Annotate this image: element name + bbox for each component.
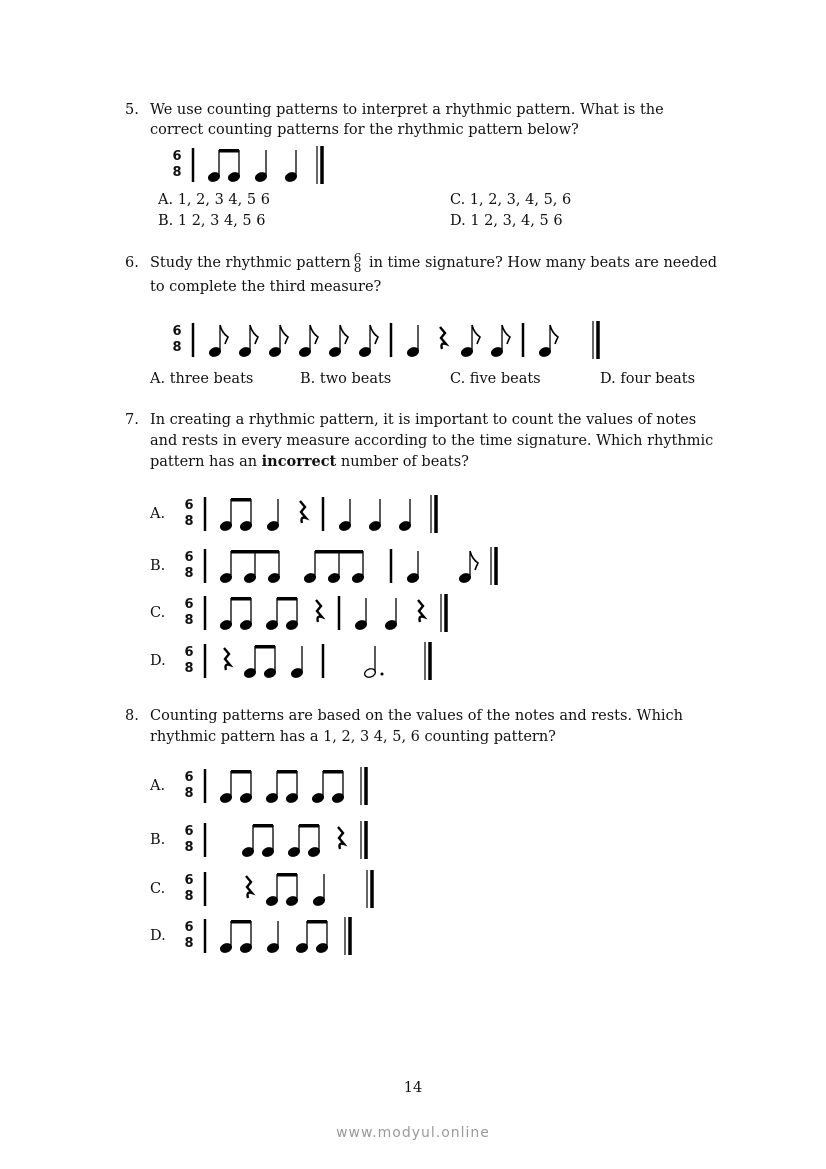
quarter-note-icon xyxy=(404,319,428,361)
quarter-note-icon xyxy=(264,915,288,957)
final-double-barline xyxy=(436,592,454,634)
final-double-barline xyxy=(420,640,438,682)
quarter-note-icon xyxy=(252,144,276,186)
time-signature xyxy=(170,324,184,356)
eighth-note-icon xyxy=(206,319,230,361)
time-signature xyxy=(182,597,196,629)
time-signature xyxy=(182,873,196,905)
beamed-eighth-pair-icon xyxy=(218,493,258,535)
time-signature-bottom: 8 xyxy=(184,889,194,904)
spacer xyxy=(340,868,356,910)
question-7-text-line2: and rests in every measure according to the time signature. Which rhythmic xyxy=(150,433,714,449)
q7-choice-d[interactable] xyxy=(150,639,444,683)
choice-label: D. xyxy=(150,653,166,669)
question-7-number: 7. xyxy=(125,412,139,428)
time-signature-bottom: 8 xyxy=(184,936,194,951)
question-8-number: 8. xyxy=(125,708,139,724)
question-6-text-line2: to complete the third measure? xyxy=(150,279,382,295)
q6-option-a[interactable]: A. three beats xyxy=(150,371,254,387)
beamed-eighth-pair-icon xyxy=(264,592,304,634)
beamed-eighth-pair-icon xyxy=(286,819,326,861)
quarter-rest-icon xyxy=(310,592,328,634)
inline-time-signature xyxy=(354,253,362,273)
eighth-note-icon xyxy=(266,319,290,361)
barline xyxy=(386,545,398,587)
fraction-bottom: 8 xyxy=(353,261,362,275)
beamed-eighth-pair-icon xyxy=(218,765,258,807)
time-signature-top: 6 xyxy=(184,920,194,935)
barline xyxy=(200,640,212,682)
final-double-barline xyxy=(486,545,504,587)
time-signature-top: 6 xyxy=(184,498,194,513)
final-double-barline xyxy=(356,765,374,807)
time-signature-top: 6 xyxy=(184,824,194,839)
time-signature xyxy=(182,824,196,856)
quarter-note-icon xyxy=(282,144,306,186)
fraction-top: 6 xyxy=(353,251,362,265)
final-double-barline xyxy=(312,144,330,186)
spacer xyxy=(218,868,234,910)
barline xyxy=(318,640,330,682)
spacer xyxy=(566,319,582,361)
barline xyxy=(386,319,398,361)
time-signature xyxy=(170,149,184,181)
quarter-note-icon xyxy=(310,868,334,910)
q5-option-b[interactable]: B. 1 2, 3 4, 5 6 xyxy=(158,213,266,229)
time-signature-bottom: 8 xyxy=(184,786,194,801)
question-6-rhythm xyxy=(170,318,612,362)
barline xyxy=(200,592,212,634)
question-8-text-line1: Counting patterns are based on the values of the notes and rests. Which xyxy=(150,708,684,724)
spacer xyxy=(336,640,352,682)
question-5-rhythm xyxy=(170,143,336,187)
choice-label: A. xyxy=(150,506,166,522)
q8-choice-c[interactable] xyxy=(150,867,386,911)
q8-choice-a[interactable] xyxy=(150,764,380,808)
q7-line3-after: number of beats? xyxy=(336,454,469,470)
final-double-barline xyxy=(426,493,444,535)
eighth-note-icon xyxy=(458,319,482,361)
beamed-eighth-triplet-icon xyxy=(302,545,380,587)
beamed-eighth-pair-icon xyxy=(240,819,280,861)
beamed-eighth-pair-icon xyxy=(242,640,282,682)
q7-choice-b[interactable] xyxy=(150,544,510,588)
question-6-text-line1 xyxy=(150,253,717,273)
q5-option-c[interactable]: C. 1, 2, 3, 4, 5, 6 xyxy=(450,192,572,208)
choice-label: C. xyxy=(150,881,166,897)
quarter-rest-icon xyxy=(332,819,350,861)
quarter-note-icon xyxy=(336,493,360,535)
barline xyxy=(518,319,530,361)
q6-option-d[interactable]: D. four beats xyxy=(600,371,696,387)
question-7-text-line3 xyxy=(150,452,469,472)
barline xyxy=(188,319,200,361)
q6-text-after: in time signature? How many beats are needed xyxy=(364,255,718,271)
q7-emphasis: incorrect xyxy=(261,453,337,470)
barline xyxy=(200,915,212,957)
choice-label: B. xyxy=(150,832,166,848)
beamed-eighth-pair-icon xyxy=(310,765,350,807)
quarter-rest-icon xyxy=(294,493,312,535)
eighth-note-icon xyxy=(326,319,350,361)
choice-label: A. xyxy=(150,778,166,794)
eighth-note-icon xyxy=(456,545,480,587)
barline xyxy=(318,493,330,535)
time-signature xyxy=(182,645,196,677)
q5-option-d[interactable]: D. 1 2, 3, 4, 5 6 xyxy=(450,213,563,229)
quarter-note-icon xyxy=(404,545,428,587)
time-signature xyxy=(182,550,196,582)
eighth-note-icon xyxy=(488,319,512,361)
choice-label: C. xyxy=(150,605,166,621)
time-signature-top: 6 xyxy=(184,550,194,565)
barline xyxy=(200,493,212,535)
quarter-note-icon xyxy=(382,592,406,634)
time-signature xyxy=(182,920,196,952)
footer-watermark: www.modyul.online xyxy=(336,1125,490,1141)
q7-choice-a[interactable] xyxy=(150,492,450,536)
quarter-note-icon xyxy=(352,592,376,634)
final-double-barline xyxy=(340,915,358,957)
q8-choice-d[interactable] xyxy=(150,914,364,958)
q6-text-before: Study the rhythmic pattern xyxy=(150,255,351,271)
eighth-note-icon xyxy=(236,319,260,361)
final-double-barline xyxy=(356,819,374,861)
spacer xyxy=(398,640,414,682)
q8-choice-b[interactable] xyxy=(150,818,380,862)
time-signature-top: 6 xyxy=(184,770,194,785)
page-number: 14 xyxy=(403,1080,423,1096)
quarter-rest-icon xyxy=(218,640,236,682)
quarter-note-icon xyxy=(396,493,420,535)
choice-label: B. xyxy=(150,558,166,574)
time-signature xyxy=(182,498,196,530)
time-signature-top: 6 xyxy=(184,645,194,660)
time-signature-bottom: 8 xyxy=(184,840,194,855)
eighth-note-icon xyxy=(356,319,380,361)
beamed-eighth-pair-icon xyxy=(264,868,304,910)
beamed-eighth-pair-icon xyxy=(218,915,258,957)
final-double-barline xyxy=(588,319,606,361)
beamed-eighth-triplet-icon xyxy=(218,545,296,587)
time-signature-bottom: 8 xyxy=(172,340,182,355)
barline xyxy=(200,545,212,587)
time-signature-top: 6 xyxy=(184,597,194,612)
question-5-text-line2: correct counting patterns for the rhythmic pattern below? xyxy=(150,122,579,138)
time-signature-top: 6 xyxy=(184,873,194,888)
question-5-text-line1: We use counting patterns to interpret a rhythmic pattern. What is the xyxy=(150,102,664,118)
q6-option-c[interactable]: C. five beats xyxy=(450,371,541,387)
q7-choice-c[interactable] xyxy=(150,591,460,635)
spacer xyxy=(218,819,234,861)
barline xyxy=(200,765,212,807)
quarter-rest-icon xyxy=(240,868,258,910)
barline xyxy=(200,819,212,861)
time-signature-bottom: 8 xyxy=(184,514,194,529)
beamed-eighth-pair-icon xyxy=(218,592,258,634)
time-signature xyxy=(182,770,196,802)
beamed-eighth-pair-icon xyxy=(264,765,304,807)
barline xyxy=(334,592,346,634)
quarter-note-icon xyxy=(366,493,390,535)
time-signature-bottom: 8 xyxy=(172,165,182,180)
question-8-text-line2: rhythmic pattern has a 1, 2, 3 4, 5, 6 counting pattern? xyxy=(150,729,556,745)
q7-line3-before: pattern has an xyxy=(150,454,262,470)
time-signature-top: 6 xyxy=(172,149,182,164)
quarter-note-icon xyxy=(264,493,288,535)
quarter-note-icon xyxy=(288,640,312,682)
time-signature-bottom: 8 xyxy=(184,566,194,581)
time-signature-top: 6 xyxy=(172,324,182,339)
spacer xyxy=(434,545,450,587)
choice-label: D. xyxy=(150,928,166,944)
beamed-eighth-pair-icon xyxy=(294,915,334,957)
question-6-number: 6. xyxy=(125,255,139,271)
quarter-rest-icon xyxy=(434,319,452,361)
quarter-rest-icon xyxy=(412,592,430,634)
barline xyxy=(200,868,212,910)
question-5-number: 5. xyxy=(125,102,139,118)
beamed-eighth-pair-icon xyxy=(206,144,246,186)
final-double-barline xyxy=(362,868,380,910)
eighth-note-icon xyxy=(536,319,560,361)
time-signature-bottom: 8 xyxy=(184,613,194,628)
q5-option-a[interactable]: A. 1, 2, 3 4, 5 6 xyxy=(158,192,270,208)
question-7-text-line1: In creating a rhythmic pattern, it is important to count the values of notes xyxy=(150,412,697,428)
dotted-half-note-icon xyxy=(358,640,392,682)
time-signature-bottom: 8 xyxy=(184,661,194,676)
barline xyxy=(188,144,200,186)
q6-option-b[interactable]: B. two beats xyxy=(300,371,392,387)
eighth-note-icon xyxy=(296,319,320,361)
